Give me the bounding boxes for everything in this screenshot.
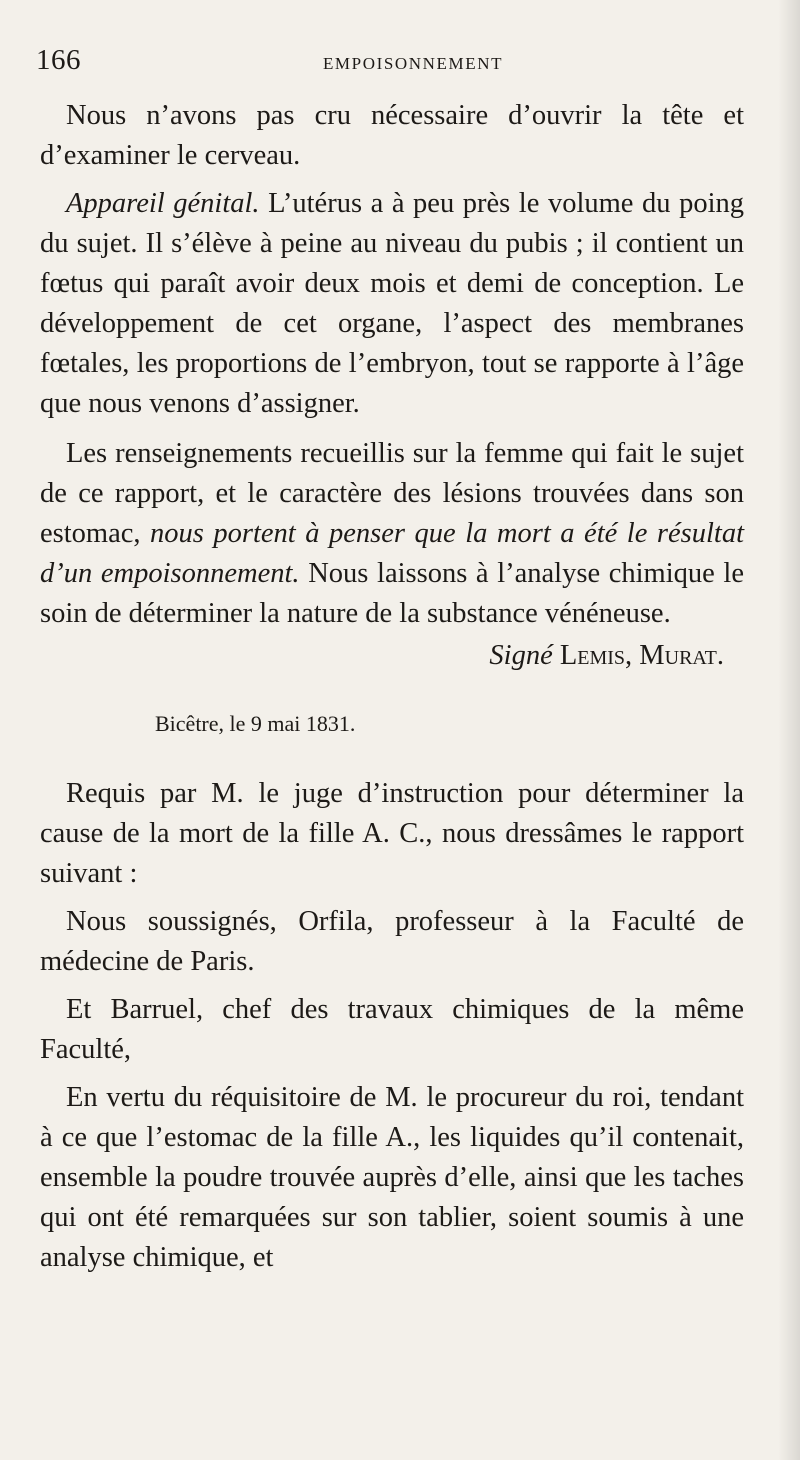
page-header [36,44,750,80]
paragraph-3-start: Les renseignements recueillis sur la femme qui fait le sujet de ce rapport, et le caractère des lésions trouvées dans son estomac, [40,438,744,549]
page-number: 166 [36,44,81,76]
signature-line [40,636,744,676]
section-label: Appareil génital. [66,188,260,219]
paragraph-2 [40,184,744,424]
paragraph-3-end: Nous laissons à l’analyse chimique le soin de déterminer la nature de la substance vénéneuse. [40,558,745,629]
running-head: EMPOISONNEMENT [322,54,504,73]
signature-word: Signé [489,640,553,671]
paragraph-7: En vertu du réquisitoire de M. le procureur du roi, tendant à ce que l’estomac de la fille A., les liquides qu’il contenait, ensemble la poudre trouvée auprès d’elle, ainsi que les taches qui ont été remarquées sur son tablier, soient soumis à une analyse chimique, et [40,1082,744,1273]
signature-names: Lemis, Murat. [552,640,724,671]
paragraph-2-text: L’utérus a à peu près le volume du poing du sujet. Il s’élève à peine au niveau du pubis ; il contient un fœtus qui paraît avoir deux mois et demi de conception. Le développement de cet organe, l’aspect des membranes fœtales, les proportions de l’embryon, tout se rapporte à l’âge que nous venons d’assigner. [40,188,744,419]
paragraph-3 [40,434,744,634]
body-text [40,96,744,1278]
paragraph-6: Et Barruel, chef des travaux chimiques de la même Faculté, [40,994,744,1065]
paragraph-1: Nous n’avons pas cru nécessaire d’ouvrir la tête et d’examiner le cerveau. [40,100,744,171]
paragraph-4: Requis par M. le juge d’instruction pour déterminer la cause de la mort de la fille A. C., nous dressâmes le rapport suivant : [40,778,744,889]
paragraph-3-italic: nous portent à penser que la mort a été le résultat d’un empoisonnement. [40,518,744,589]
dateline: Bicêtre, le 9 mai 1831. [155,711,356,736]
paragraph-5: Nous soussignés, Orfila, professeur à la Faculté de médecine de Paris. [40,906,744,977]
